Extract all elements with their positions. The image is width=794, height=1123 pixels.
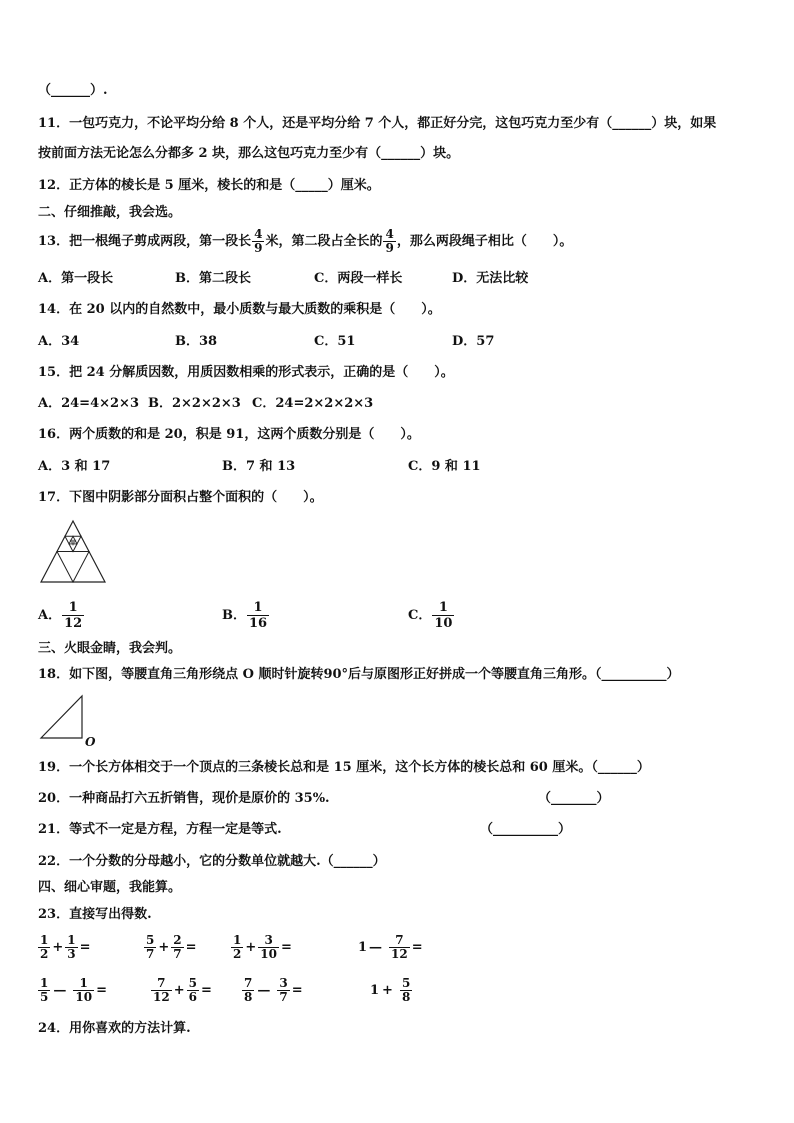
q24-text: 24．用你喜欢的方法计算. — [38, 1021, 191, 1036]
q14-option-c: C．51 — [314, 334, 356, 349]
q18-text: 18．如下图，等腰直角三角形绕点 O 顺时针旋转90°后与原图形正好拼成一个等腰直角三角形。（__________） — [38, 667, 680, 682]
q13-option-c: C．两段一样长 — [314, 271, 403, 286]
q17-option-c: C． $\frac{1}{10}$ — [408, 600, 453, 631]
q13-option-b: B．第二段长 — [175, 271, 251, 286]
q16-option-c: C．9 和 11 — [408, 459, 481, 474]
q15-option-a: A．24=4×2×3 — [38, 396, 139, 411]
q23-calc-3: $\frac{1}{2}$ + $\frac{3}{10}$ = — [233, 933, 292, 961]
q20-text: 20．一种商品打六五折销售，现价是原价的 35%. — [38, 791, 330, 806]
q16-option-b: B．7 和 13 — [222, 459, 296, 474]
q18-point-o-label: O — [85, 735, 96, 749]
q15-option-c: C．24=2×2×2×3 — [252, 396, 374, 411]
q11-line-1: 11．一包巧克力，不论平均分给 8 个人，还是平均分给 7 个人，都正好分完，这包巧克力至少有（______）块，如果 — [38, 116, 717, 131]
q10-answer-blank: （______）. — [38, 83, 108, 98]
section-2-heading: 二、仔细推敲，我会选。 — [38, 205, 182, 220]
q14-option-d: D．57 — [452, 334, 495, 349]
q17-option-b: B． $\frac{1}{16}$ — [222, 600, 268, 631]
q16-text: 16．两个质数的和是 20，积是 91，这两个质数分别是（ ）。 — [38, 427, 420, 442]
q23-calc-1: $\frac{1}{2}$ + $\frac{1}{3}$ = — [40, 933, 91, 961]
q23-calc-5: $\frac{1}{5}$ — $\frac{1}{10}$ = — [40, 976, 107, 1004]
q13-fraction-1: $\frac{4}{9}$ — [254, 227, 263, 255]
section-4-heading: 四、细心审题，我能算。 — [38, 880, 182, 895]
section-3-heading: 三、火眼金睛，我会判。 — [38, 641, 182, 656]
q23-calc-7: $\frac{7}{8}$ — $\frac{3}{7}$ = — [244, 976, 303, 1004]
q23-calc-4: 1 — $\frac{7}{12}$ = — [358, 933, 423, 961]
q13-text — [38, 228, 572, 256]
q12-text: 12．正方体的棱长是 5 厘米，棱长的和是（_____）厘米。 — [38, 178, 380, 193]
q11-line-2: 按前面方法无论怎么分都多 2 块，那么这包巧克力至少有（______）块。 — [38, 146, 460, 161]
q23-text: 23．直接写出得数. — [38, 907, 152, 922]
q19-text: 19．一个长方体相交于一个顶点的三条棱长总和是 15 厘米，这个长方体的棱长总和 60 厘米。（______） — [38, 760, 650, 775]
q14-option-b: B．38 — [175, 334, 218, 349]
q23-calc-6: $\frac{7}{12}$ + $\frac{5}{6}$ = — [153, 976, 212, 1004]
q13-part-1: 13．把一根绳子剪成两段，第一段长 — [38, 234, 252, 249]
q21-text: 21．等式不一定是方程，方程一定是等式. — [38, 822, 282, 837]
q13-option-a: A．第一段长 — [38, 271, 114, 286]
q13-option-d: D．无法比较 — [452, 271, 529, 286]
q16-option-a: A．3 和 17 — [38, 459, 111, 474]
q13-part-3: ，那么两段绳子相比（ ）。 — [396, 234, 573, 249]
q17-option-a: A． $\frac{1}{12}$ — [38, 600, 83, 631]
q15-option-b: B．2×2×2×3 — [148, 396, 241, 411]
q23-calc-8: 1 + $\frac{5}{8}$ — [370, 976, 411, 1004]
q21-answer-blank: （__________） — [480, 822, 572, 837]
q14-text: 14．在 20 以内的自然数中，最小质数与最大质数的乘积是（ ）。 — [38, 302, 441, 317]
q13-fraction-2: $\frac{4}{9}$ — [385, 227, 394, 255]
q15-text: 15．把 24 分解质因数，用质因数相乘的形式表示，正确的是（ ）。 — [38, 365, 454, 380]
q23-calc-2: $\frac{5}{7}$ + $\frac{2}{7}$ = — [146, 933, 197, 961]
q20-answer-blank: （_______） — [538, 791, 610, 806]
q17-triangle-figure — [40, 520, 106, 584]
q13-part-2: 米，第二段占全长的 — [265, 234, 383, 249]
q22-text: 22．一个分数的分母越小，它的分数单位就越大.（______） — [38, 854, 386, 869]
q17-text: 17．下图中阴影部分面积占整个面积的（ ）。 — [38, 490, 323, 505]
q14-option-a: A．34 — [38, 334, 80, 349]
